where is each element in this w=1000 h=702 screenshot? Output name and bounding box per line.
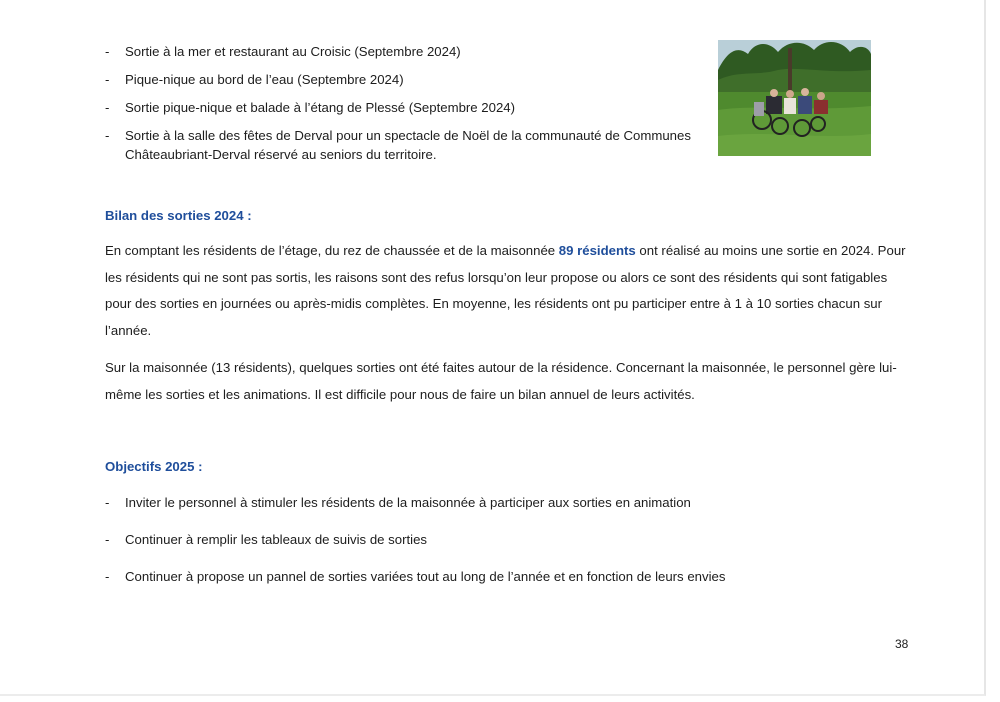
objectifs-heading: Objectifs 2025 : bbox=[105, 459, 203, 474]
page-number: 38 bbox=[895, 637, 909, 651]
list-item: - Sortie pique-nique et balade à l’étang de Plessé (Septembre 2024) bbox=[105, 98, 705, 117]
objectifs-list bbox=[105, 493, 905, 604]
bilan-paragraph-2: Sur la maisonnée (13 résidents), quelques sorties ont été faites autour de la résidence. Concernant la maisonnée, le personnel gère lui-même les sorties et les animations. Il est difficile pour nous de faire un bilan annuel de leurs activités. bbox=[105, 360, 897, 402]
list-item: - Pique-nique au bord de l’eau (Septembre 2024) bbox=[105, 70, 705, 89]
list-item: - Continuer à propose un pannel de sorties variées tout au long de l’année et en fonction de leurs envies bbox=[105, 567, 905, 586]
picnic-photo bbox=[718, 40, 871, 156]
list-item: - Sortie à la mer et restaurant au Croisic (Septembre 2024) bbox=[105, 42, 705, 61]
list-item: - Continuer à remplir les tableaux de suivis de sorties bbox=[105, 530, 905, 549]
bilan-heading: Bilan des sorties 2024 : bbox=[105, 208, 252, 223]
bilan-paragraph-1 bbox=[105, 238, 915, 344]
paragraph-text: En comptant les résidents de l’étage, du rez de chaussée et de la maisonnée bbox=[105, 243, 559, 258]
list-item: - Inviter le personnel à stimuler les résidents de la maisonnée à participer aux sorties en animation bbox=[105, 493, 905, 512]
paragraph-text: ont réalisé au moins une sortie en 2024. Pour les résidents qui ne sont pas sortis, les raisons sont des refus lorsqu’on leur propose ou alors ce sont des résidents qui sont fatigables pour des sorties en journées ou après-midis complètes. En moyenne, les résidents ont pu participer entre à 1 à 10 sorties chacun sur l’année. bbox=[105, 243, 906, 338]
residents-count: 89 résidents bbox=[558, 243, 636, 258]
list-item: - Sortie à la salle des fêtes de Derval pour un spectacle de Noël de la communauté de Communes Châteaubriant-Derval réservé au seniors du territoire. bbox=[105, 126, 705, 164]
outings-list bbox=[105, 42, 705, 173]
